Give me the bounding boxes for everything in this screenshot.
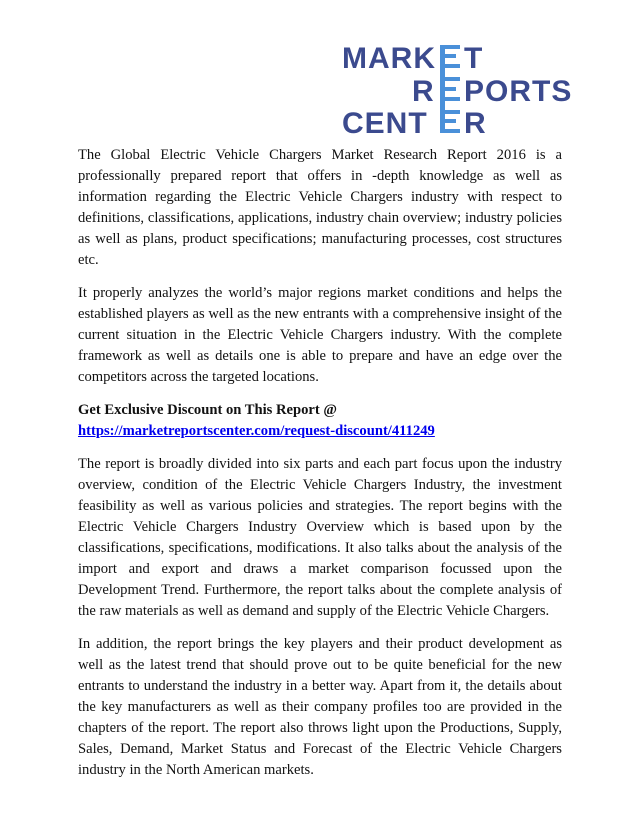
- key-players-paragraph: In addition, the report brings the key players and their product development as well as the latest trend that should prove out to be quite beneficial for the new entrants to understand the industry in a better way. Apart from it, the details about the key manufacturers as well as their company profiles too are provided in the chapters of the report. The report also throws light upon the Productions, Supply, Sales, Demand, Market Status and Forecast of the Electric Vehicle Chargers industry in the North American markets.: [78, 636, 562, 778]
- svg-text:CENT: CENT: [342, 107, 428, 140]
- intro-paragraph: The Global Electric Vehicle Chargers Market Research Report 2016 is a professionally prepared report that offers in -depth knowledge as well as information regarding the Electric Vehicle Chargers industry with respect to definitions, classifications, applications, industry chain overview; industry policies as well as plans, product specifications; manufacturing processes, cost structures etc.: [78, 147, 562, 268]
- discount-link[interactable]: https://marketreportscenter.com/request-discount/411249: [78, 423, 435, 439]
- document-body: [78, 145, 562, 793]
- discount-callout: [78, 400, 562, 442]
- structure-paragraph: The report is broadly divided into six parts and each part focus upon the industry overview, condition of the Electric Vehicle Chargers Industry, the investment feasibility as well as various policies and strategies. The report begins with the Electric Vehicle Chargers Industry Overview which is based upon by the classifications, specifications, modifications. It also talks about the analysis of the import and export and draws a market comparison focussed upon the Development Trend. Furthermore, the report talks about the complete analysis of the raw materials as well as demand and supply of the Electric Vehicle Chargers.: [78, 456, 562, 619]
- company-logo: [342, 40, 573, 140]
- discount-heading: Get Exclusive Discount on This Report @: [78, 402, 337, 418]
- svg-text:MARK: MARK: [342, 42, 436, 75]
- svg-text:PORTS: PORTS: [464, 75, 573, 108]
- svg-text:T: T: [464, 42, 484, 75]
- market-reports-center-logo: [342, 40, 573, 140]
- logo-e-mark-icon: [440, 45, 460, 133]
- svg-text:R: R: [412, 75, 435, 108]
- analysis-paragraph: It properly analyzes the world’s major regions market conditions and helps the established players as well as the new entrants with a comprehensive insight of the current situation in the Electric Vehicle Chargers industry. With the complete framework as well as details one is able to prepare and have an edge over the competitors across the targeted locations.: [78, 285, 562, 385]
- svg-text:R: R: [464, 107, 487, 140]
